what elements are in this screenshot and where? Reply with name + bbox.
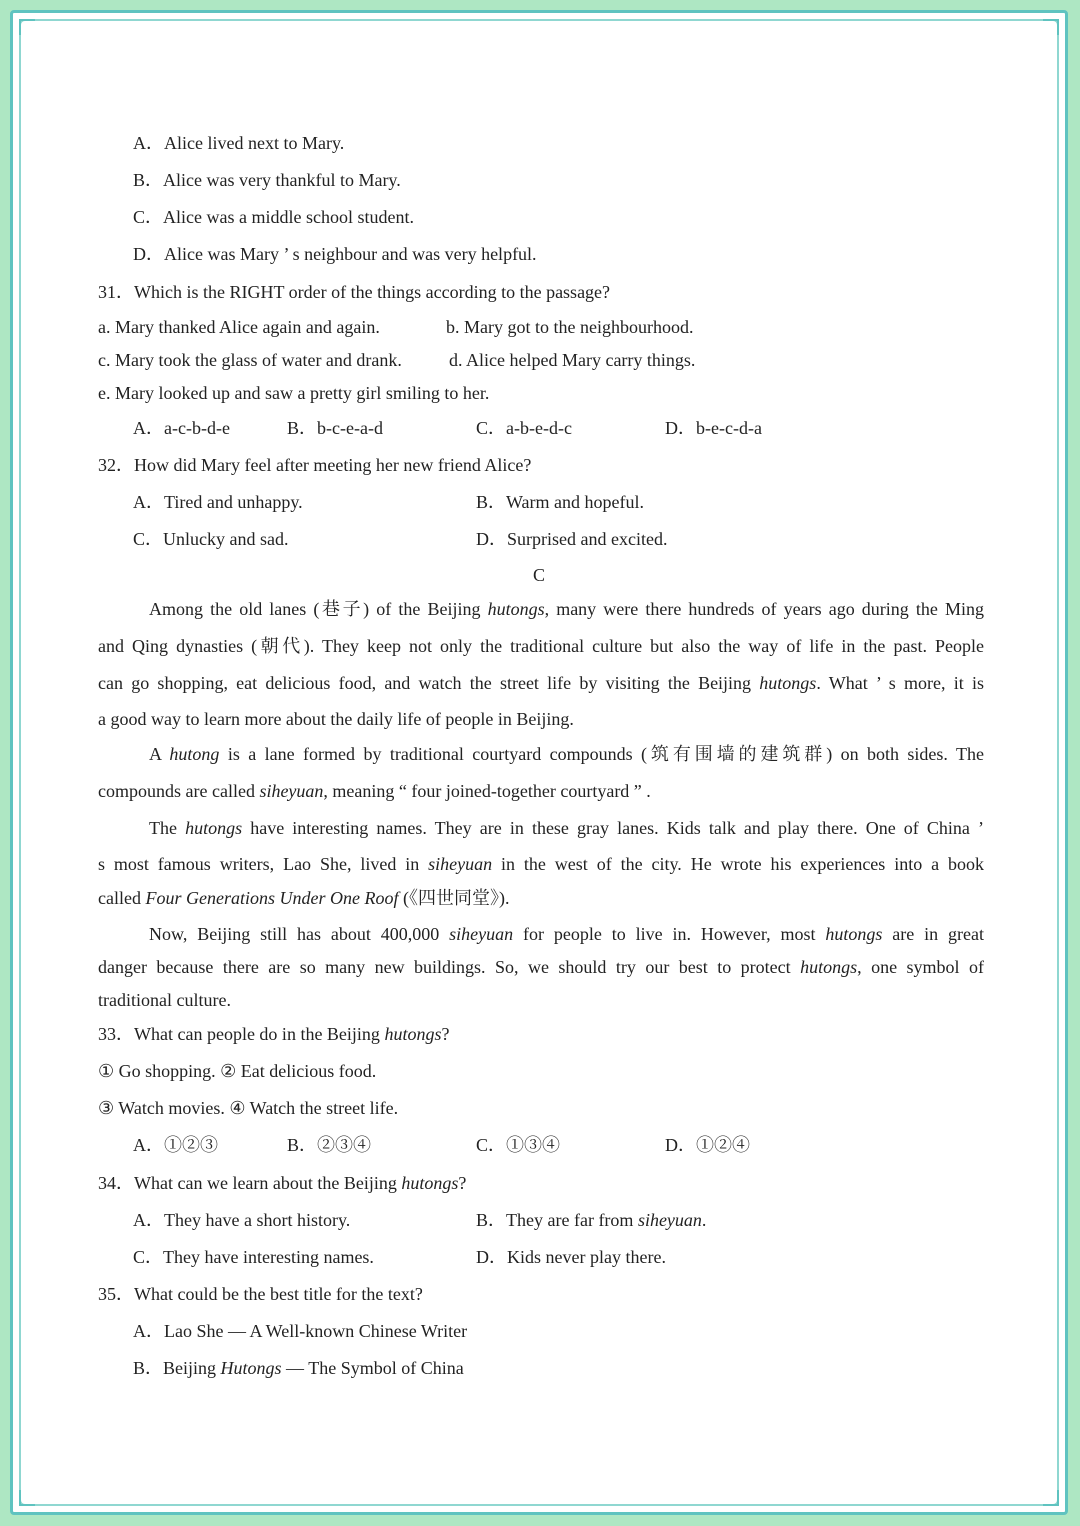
q33-stem: 33．What can people do in the Beijing hutongs?	[98, 1024, 450, 1044]
q31-item-a: a. Mary thanked Alice again and again.	[98, 317, 380, 337]
q33-choices-line2: ③ Watch movies. ④ Watch the street life.	[98, 1098, 399, 1118]
passage-p2-line1: A hutong is a lane formed by traditional courtyard compounds (筑有围墙的建筑群) on both sides. The	[149, 744, 984, 764]
passage-p3-line2: s most famous writers, Lao She, lived in siheyuan in the west of the city. He wrote his experiences into a book	[98, 854, 984, 874]
passage-p2-line2: compounds are called siheyuan, meaning “ four joined-together courtyard ” .	[98, 781, 651, 801]
passage-p1-line1: Among the old lanes (巷子) of the Beijing hutongs, many were there hundreds of years ago during the Ming	[149, 599, 984, 619]
q33-option-b: B．②③④	[287, 1135, 372, 1155]
q31-stem: 31．Which is the RIGHT order of the things according to the passage?	[98, 282, 611, 302]
q33-choices-line1: ① Go shopping. ② Eat delicious food.	[98, 1061, 377, 1081]
q32-option-a: A．Tired and unhappy.	[133, 492, 303, 512]
q31-item-b: b. Mary got to the neighbourhood.	[446, 317, 694, 337]
q35-option-a: A．Lao She — A Well-known Chinese Writer	[133, 1321, 468, 1341]
q33-option-d: D．①②④	[665, 1135, 750, 1155]
q33-option-c: C．①③④	[476, 1135, 561, 1155]
q31-item-d: d. Alice helped Mary carry things.	[449, 350, 696, 370]
q32-option-c: C．Unlucky and sad.	[133, 529, 289, 549]
q31-item-c: c. Mary took the glass of water and drank.	[98, 350, 402, 370]
q32-option-b: B．Warm and hopeful.	[476, 492, 645, 512]
passage-p3-line3: called Four Generations Under One Roof (《四世同堂》).	[98, 888, 510, 908]
passage-p4-line3: traditional culture.	[98, 990, 231, 1010]
section-c-heading: C	[533, 565, 546, 585]
passage-p1-line4: a good way to learn more about the daily life of people in Beijing.	[98, 709, 574, 729]
q31-option-c: C．a-b-e-d-c	[476, 418, 572, 438]
q30-option-c: C．Alice was a middle school student.	[133, 207, 414, 227]
q30-option-b: B．Alice was very thankful to Mary.	[133, 170, 401, 190]
q33-option-a: A．①②③	[133, 1135, 218, 1155]
passage-p3-line1: The hutongs have interesting names. They are in these gray lanes. Kids talk and play there. One of China ’	[149, 818, 984, 838]
q31-option-b: B．b-c-e-a-d	[287, 418, 383, 438]
q31-option-d: D．b-e-c-d-a	[665, 418, 762, 438]
q34-option-b: B．They are far from siheyuan.	[476, 1210, 707, 1230]
q34-option-d: D．Kids never play there.	[476, 1247, 666, 1267]
q30-option-d: D．Alice was Mary ’ s neighbour and was very helpful.	[133, 244, 537, 264]
passage-p4-line2: danger because there are so many new buildings. So, we should try our best to protect hutongs, one symbol of	[98, 957, 984, 977]
q31-option-a: A．a-c-b-d-e	[133, 418, 230, 438]
q32-stem: 32．How did Mary feel after meeting her new friend Alice?	[98, 455, 532, 475]
passage-p4-line1: Now, Beijing still has about 400,000 siheyuan for people to live in. However, most hutongs are in great	[149, 924, 985, 944]
passage-p1-line2: and Qing dynasties (朝代). They keep not only the traditional culture but also the way of life in the past. People	[98, 636, 984, 656]
q35-option-b: B．Beijing Hutongs — The Symbol of China	[133, 1358, 464, 1378]
passage-p1-line3: can go shopping, eat delicious food, and watch the street life by visiting the Beijing hutongs. What ’ s more, it is	[98, 673, 984, 693]
q34-option-c: C．They have interesting names.	[133, 1247, 374, 1267]
q31-item-e: e. Mary looked up and saw a pretty girl smiling to her.	[98, 383, 490, 403]
q34-option-a: A．They have a short history.	[133, 1210, 351, 1230]
q34-stem: 34．What can we learn about the Beijing hutongs?	[98, 1173, 467, 1193]
q35-stem: 35．What could be the best title for the text?	[98, 1284, 423, 1304]
q32-option-d: D．Surprised and excited.	[476, 529, 668, 549]
q30-option-a: A．Alice lived next to Mary.	[133, 133, 345, 153]
